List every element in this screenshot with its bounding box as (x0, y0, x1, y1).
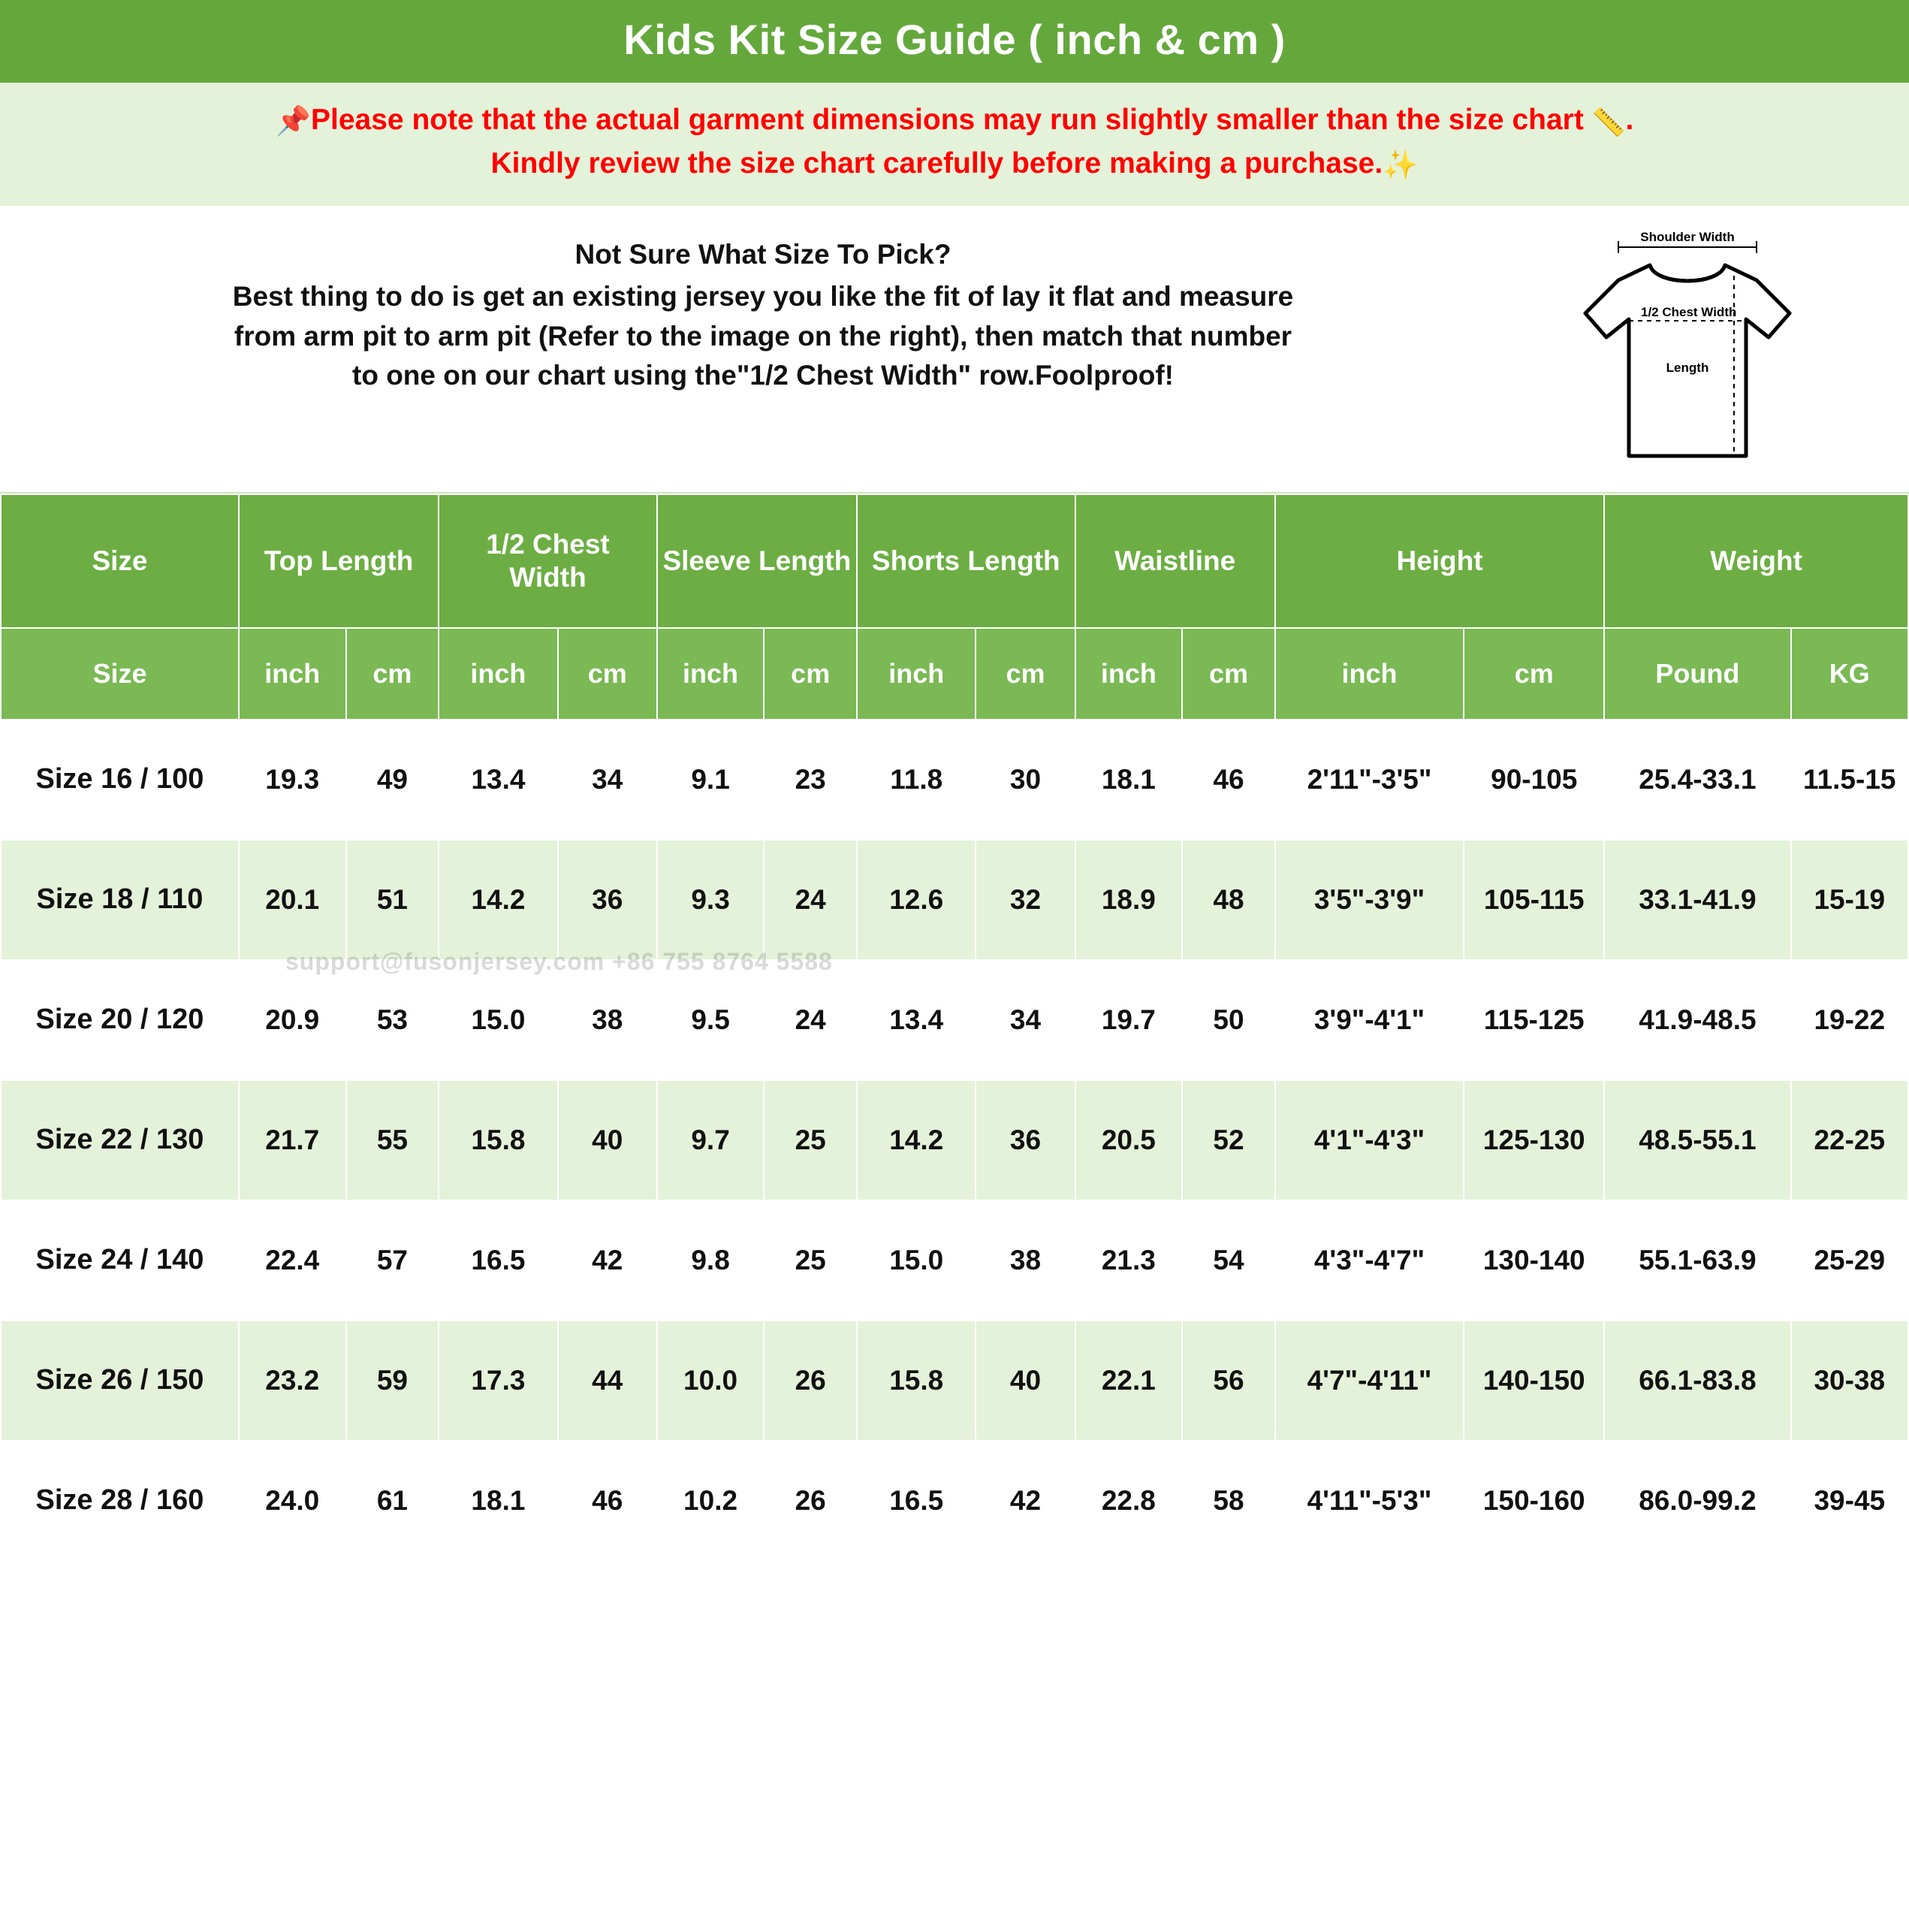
cell-shorts-inch: 15.0 (857, 1200, 976, 1321)
svg-text:Shoulder Width: Shoulder Width (1640, 230, 1735, 244)
cell-waist-cm: 58 (1182, 1441, 1275, 1561)
cell-size: Size 20 / 120 (1, 960, 239, 1080)
cell-sleeve-inch: 10.2 (657, 1441, 765, 1561)
cell-waist-cm: 56 (1182, 1321, 1275, 1441)
subheader-height-inch: inch (1275, 628, 1464, 720)
subheader-top-length-cm: cm (346, 628, 439, 720)
cell-height-inch: 4'1"-4'3" (1275, 1080, 1464, 1200)
header-half-chest-width: 1/2 Chest Width (439, 494, 657, 628)
cell-chest-inch: 16.5 (439, 1200, 557, 1321)
header-shorts-length: Shorts Length (857, 494, 1075, 628)
warning-note-line-1 (15, 99, 1894, 143)
cell-top-length-cm: 49 (346, 720, 439, 840)
cell-top-length-cm: 51 (346, 840, 439, 960)
cell-chest-cm: 36 (558, 840, 657, 960)
svg-text:1/2 Chest Width: 1/2 Chest Width (1641, 304, 1737, 319)
cell-size: Size 16 / 100 (1, 720, 239, 840)
cell-shorts-inch: 16.5 (857, 1441, 976, 1561)
cell-size: Size 22 / 130 (1, 1080, 239, 1200)
size-chart-table (0, 494, 1909, 1562)
cell-sleeve-cm: 25 (764, 1200, 857, 1321)
cell-waist-inch: 22.8 (1075, 1441, 1183, 1561)
table-header-units-row (1, 628, 1908, 720)
cell-sleeve-cm: 23 (764, 720, 857, 840)
cell-size: Size 28 / 160 (1, 1441, 239, 1561)
cell-height-cm: 90-105 (1464, 720, 1604, 840)
cell-size: Size 18 / 110 (1, 840, 239, 960)
cell-height-cm: 105-115 (1464, 840, 1604, 960)
cell-weight-pound: 55.1-63.9 (1604, 1200, 1790, 1321)
warning-note-period: . (1625, 103, 1634, 136)
cell-top-length-inch: 19.3 (239, 720, 346, 840)
watermark-text: support@fusonjersey.com +86 755 8764 5588 (285, 948, 833, 975)
cell-weight-kg: 25-29 (1791, 1200, 1908, 1321)
cell-top-length-cm: 55 (346, 1080, 439, 1200)
cell-height-inch: 3'5"-3'9" (1275, 840, 1464, 960)
cell-shorts-inch: 13.4 (857, 960, 976, 1080)
table-row (1, 1200, 1908, 1321)
cell-chest-inch: 17.3 (439, 1321, 557, 1441)
cell-chest-inch: 15.0 (439, 960, 557, 1080)
cell-top-length-inch: 20.1 (239, 840, 346, 960)
cell-sleeve-inch: 10.0 (657, 1321, 765, 1441)
sizing-advice-line-3: to one on our chart using the"1/2 Chest Width" row.Foolproof! (352, 360, 1174, 391)
cell-shorts-cm: 38 (976, 1200, 1075, 1321)
cell-waist-inch: 22.1 (1075, 1321, 1183, 1441)
cell-shorts-cm: 40 (976, 1321, 1075, 1441)
subheader-shorts-cm: cm (976, 628, 1075, 720)
header-height: Height (1275, 494, 1604, 628)
cell-top-length-inch: 21.7 (239, 1080, 346, 1200)
cell-top-length-cm: 53 (346, 960, 439, 1080)
cell-height-inch: 4'7"-4'11" (1275, 1321, 1464, 1441)
cell-size: Size 26 / 150 (1, 1321, 239, 1441)
cell-sleeve-cm: 24 (764, 840, 857, 960)
cell-top-length-cm: 59 (346, 1321, 439, 1441)
page-title: Kids Kit Size Guide ( inch & cm ) (0, 0, 1909, 83)
cell-waist-inch: 20.5 (1075, 1080, 1183, 1200)
cell-chest-cm: 44 (558, 1321, 657, 1441)
subheader-shorts-inch: inch (857, 628, 976, 720)
pushpin-icon: 📌 (275, 105, 311, 137)
subheader-sleeve-cm: cm (764, 628, 857, 720)
header-waistline: Waistline (1075, 494, 1275, 628)
subheader-weight-kg: KG (1791, 628, 1908, 720)
cell-weight-pound: 66.1-83.8 (1604, 1321, 1790, 1441)
sizing-advice-headline: Not Sure What Size To Pick? (575, 238, 951, 270)
cell-sleeve-cm: 25 (764, 1080, 857, 1200)
cell-waist-inch: 18.9 (1075, 840, 1183, 960)
subheader-height-cm: cm (1464, 628, 1604, 720)
subheader-weight-pound: Pound (1604, 628, 1790, 720)
table-row (1, 720, 1908, 840)
cell-weight-pound: 41.9-48.5 (1604, 960, 1790, 1080)
cell-shorts-cm: 42 (976, 1441, 1075, 1561)
cell-sleeve-inch: 9.8 (657, 1200, 765, 1321)
header-top-length: Top Length (239, 494, 439, 628)
cell-shorts-cm: 36 (976, 1080, 1075, 1200)
cell-height-cm: 150-160 (1464, 1441, 1604, 1561)
cell-top-length-cm: 61 (346, 1441, 439, 1561)
cell-weight-kg: 11.5-15 (1791, 720, 1908, 840)
subheader-top-length-inch: inch (239, 628, 346, 720)
cell-top-length-inch: 24.0 (239, 1441, 346, 1561)
cell-shorts-cm: 34 (976, 960, 1075, 1080)
cell-top-length-inch: 23.2 (239, 1321, 346, 1441)
sizing-advice-block (0, 208, 1909, 494)
sizing-advice-line-2: from arm pit to arm pit (Refer to the image on the right), then match that number (234, 320, 1292, 352)
warning-note-line-2 (15, 143, 1894, 186)
cell-weight-pound: 25.4-33.1 (1604, 720, 1790, 840)
cell-size: Size 24 / 140 (1, 1200, 239, 1321)
table-row (1, 1321, 1908, 1441)
cell-waist-cm: 48 (1182, 840, 1275, 960)
cell-height-cm: 115-125 (1464, 960, 1604, 1080)
cell-weight-pound: 86.0-99.2 (1604, 1441, 1790, 1561)
cell-waist-cm: 50 (1182, 960, 1275, 1080)
cell-sleeve-cm: 26 (764, 1321, 857, 1441)
header-sleeve-length: Sleeve Length (657, 494, 857, 628)
header-weight: Weight (1604, 494, 1908, 628)
cell-sleeve-cm: 24 (764, 960, 857, 1080)
cell-height-inch: 4'3"-4'7" (1275, 1200, 1464, 1321)
cell-chest-inch: 18.1 (439, 1441, 557, 1561)
cell-top-length-inch: 22.4 (239, 1200, 346, 1321)
cell-weight-kg: 39-45 (1791, 1441, 1908, 1561)
cell-top-length-cm: 57 (346, 1200, 439, 1321)
subheader-chest-cm: cm (558, 628, 657, 720)
table-header (1, 494, 1908, 720)
cell-sleeve-inch: 9.7 (657, 1080, 765, 1200)
sizing-advice-text (0, 226, 1526, 403)
cell-waist-cm: 46 (1182, 720, 1275, 840)
cell-chest-cm: 42 (558, 1200, 657, 1321)
cell-sleeve-inch: 9.1 (657, 720, 765, 840)
cell-waist-inch: 18.1 (1075, 720, 1183, 840)
cell-waist-cm: 52 (1182, 1080, 1275, 1200)
cell-shorts-inch: 11.8 (857, 720, 976, 840)
table-row (1, 1441, 1908, 1561)
cell-weight-kg: 19-22 (1791, 960, 1908, 1080)
cell-chest-inch: 14.2 (439, 840, 557, 960)
subheader-sleeve-inch: inch (657, 628, 765, 720)
cell-chest-inch: 13.4 (439, 720, 557, 840)
tshirt-measurement-illustration (1560, 231, 1815, 478)
cell-chest-cm: 34 (558, 720, 657, 840)
sparkles-icon: ✨ (1383, 149, 1419, 181)
cell-height-inch: 2'11"-3'5" (1275, 720, 1464, 840)
table-row (1, 960, 1908, 1080)
cell-height-inch: 3'9"-4'1" (1275, 960, 1464, 1080)
header-size: Size (1, 494, 239, 628)
cell-shorts-inch: 12.6 (857, 840, 976, 960)
table-header-main-row (1, 494, 1908, 628)
cell-shorts-cm: 32 (976, 840, 1075, 960)
cell-waist-inch: 21.3 (1075, 1200, 1183, 1321)
warning-note (0, 83, 1909, 208)
sizing-advice-line-1: Best thing to do is get an existing jersey you like the fit of lay it flat and measure (232, 281, 1294, 312)
cell-height-cm: 125-130 (1464, 1080, 1604, 1200)
cell-shorts-inch: 15.8 (857, 1321, 976, 1441)
cell-shorts-cm: 30 (976, 720, 1075, 840)
table-row (1, 840, 1908, 960)
cell-height-cm: 140-150 (1464, 1321, 1604, 1441)
table-body (1, 720, 1908, 1561)
cell-chest-cm: 46 (558, 1441, 657, 1561)
cell-height-inch: 4'11"-5'3" (1275, 1441, 1464, 1561)
cell-shorts-inch: 14.2 (857, 1080, 976, 1200)
subheader-waist-cm: cm (1182, 628, 1275, 720)
cell-weight-kg: 22-25 (1791, 1080, 1908, 1200)
subheader-chest-inch: inch (439, 628, 557, 720)
table-row (1, 1080, 1908, 1200)
cell-chest-cm: 40 (558, 1080, 657, 1200)
warning-note-text-2: Kindly review the size chart carefully before making a purchase. (490, 146, 1383, 180)
cell-waist-inch: 19.7 (1075, 960, 1183, 1080)
cell-chest-inch: 15.8 (439, 1080, 557, 1200)
cell-chest-cm: 38 (558, 960, 657, 1080)
cell-weight-pound: 48.5-55.1 (1604, 1080, 1790, 1200)
cell-weight-kg: 15-19 (1791, 840, 1908, 960)
svg-text:Length: Length (1666, 360, 1709, 375)
ruler-icon: 📏 (1591, 106, 1626, 137)
cell-height-cm: 130-140 (1464, 1200, 1604, 1321)
cell-top-length-inch: 20.9 (239, 960, 346, 1080)
cell-sleeve-inch: 9.3 (657, 840, 765, 960)
cell-sleeve-cm: 26 (764, 1441, 857, 1561)
warning-note-text-1: Please note that the actual garment dimensions may run slightly smaller than the size chart (311, 103, 1584, 136)
tshirt-diagram (1526, 226, 1909, 478)
cell-sleeve-inch: 9.5 (657, 960, 765, 1080)
cell-weight-kg: 30-38 (1791, 1321, 1908, 1441)
subheader-size: Size (1, 628, 239, 720)
subheader-waist-inch: inch (1075, 628, 1183, 720)
cell-waist-cm: 54 (1182, 1200, 1275, 1321)
cell-weight-pound: 33.1-41.9 (1604, 840, 1790, 960)
